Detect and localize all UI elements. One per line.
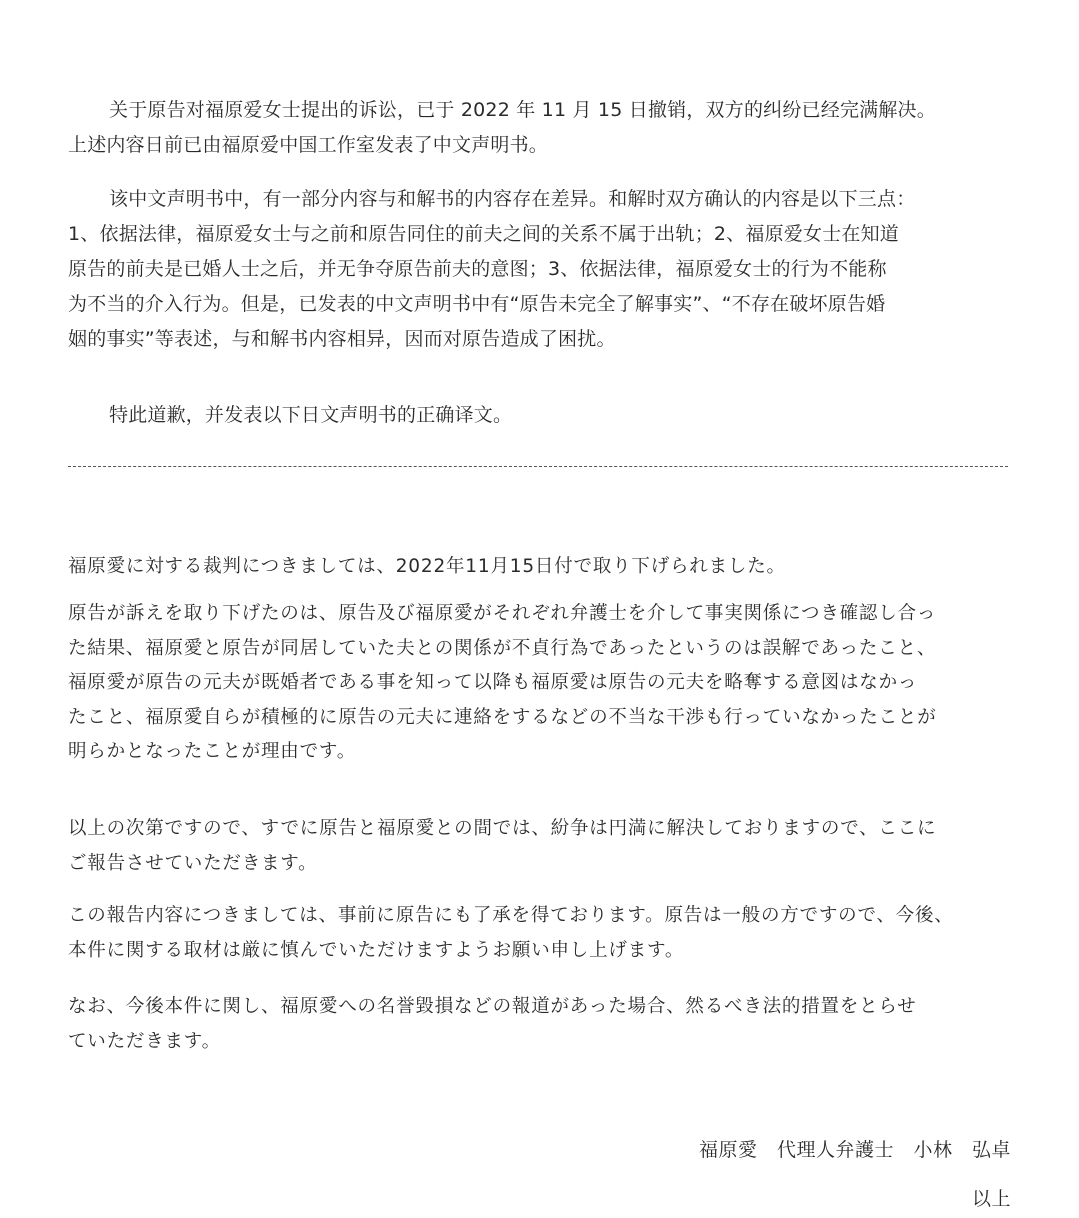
ja-p4-line: この報告内容につきましては、事前に原告にも了承を得ております。原告は一般の方ですので、今後、: [68, 905, 954, 926]
ja-p5-line: ていただきます。: [68, 1030, 221, 1052]
ja-p2-line: たこと、福原愛自らが積極的に原告の元夫に連絡をするなどの不当な干渉も行っていなかったことが: [68, 706, 937, 728]
zh-p2-line: 原告的前夫是已婚人士之后，并无争夺原告前夫的意图；3、依据法律，福原爱女士的行为不能称: [68, 258, 887, 280]
zh-p2-line: 姻的事实”等表述，与和解书内容相异，因而对原告造成了困扰。: [68, 328, 616, 350]
zh-p1-line: 关于原告对福原爱女士提出的诉讼，已于 2022 年 11 月 15 日撤销，双方的纠纷已经完满解决。: [109, 99, 936, 121]
ja-paragraph-3: [68, 812, 1018, 881]
closing-mark: 以上: [971, 1188, 1011, 1210]
ja-p1-line: 福原愛に対する裁判につきましては、2022年11月15日付で取り下げられました。: [68, 556, 786, 577]
signature-line: 福原愛 代理人弁護士 小林 弘卓: [698, 1139, 1011, 1161]
zh-p2-line: 该中文声明书中，有一部分内容与和解书的内容存在差异。和解时双方确认的内容是以下三点：: [109, 188, 916, 210]
zh-p2-line: 为不当的介入行为。但是，已发表的中文声明书中有“原告未完全了解事实”、“不存在破坏原告婚: [68, 293, 886, 315]
ja-p2-line: た結果、福原愛と原告が同居していた夫との関係が不貞行為であったというのは誤解であったこと、: [68, 637, 937, 659]
zh-paragraph-2: [68, 182, 1018, 357]
ja-p2-line: 福原愛が原告の元夫が既婚者である事を知って以降も福原愛は原告の元夫を略奪する意図はなかっ: [68, 672, 918, 693]
ja-paragraph-5: [68, 990, 1018, 1059]
ja-p2-line: 原告が訴えを取り下げたのは、原告及び福原愛がそれぞれ弁護士を介して事実関係につき確認し合っ: [68, 603, 937, 624]
zh-p1-line: 上述内容日前已由福原爱中国工作室发表了中文声明书。: [68, 134, 549, 156]
dashed-divider: [68, 466, 1008, 467]
ja-paragraph-1: [68, 550, 1018, 585]
ja-paragraph-4: [68, 899, 1018, 968]
ja-p2-line: 明らかとなったことが理由です。: [68, 741, 357, 762]
zh-paragraph-1: [68, 93, 1018, 163]
ja-paragraph-2: [68, 597, 1018, 770]
ja-p5-line: なお、今後本件に関し、福原愛への名誉毀損などの報道があった場合、然るべき法的措置をとらせ: [68, 996, 917, 1017]
zh-p3-line: 特此道歉，并发表以下日文声明书的正确译文。: [109, 404, 513, 426]
ja-p4-line: 本件に関する取材は厳に慎んでいただけますようお願い申し上げます。: [68, 939, 685, 961]
zh-paragraph-3: [68, 398, 1018, 433]
zh-p2-line: 1、依据法律，福原爱女士与之前和原告同住的前夫之间的关系不属于出轨；2、福原爱女士在知道: [68, 223, 899, 245]
ja-p3-line: 以上の次第ですので、すでに原告と福原愛との間では、紛争は円満に解決しておりますので、ここに: [68, 818, 937, 839]
ja-p3-line: ご報告させていただきます。: [68, 852, 318, 874]
